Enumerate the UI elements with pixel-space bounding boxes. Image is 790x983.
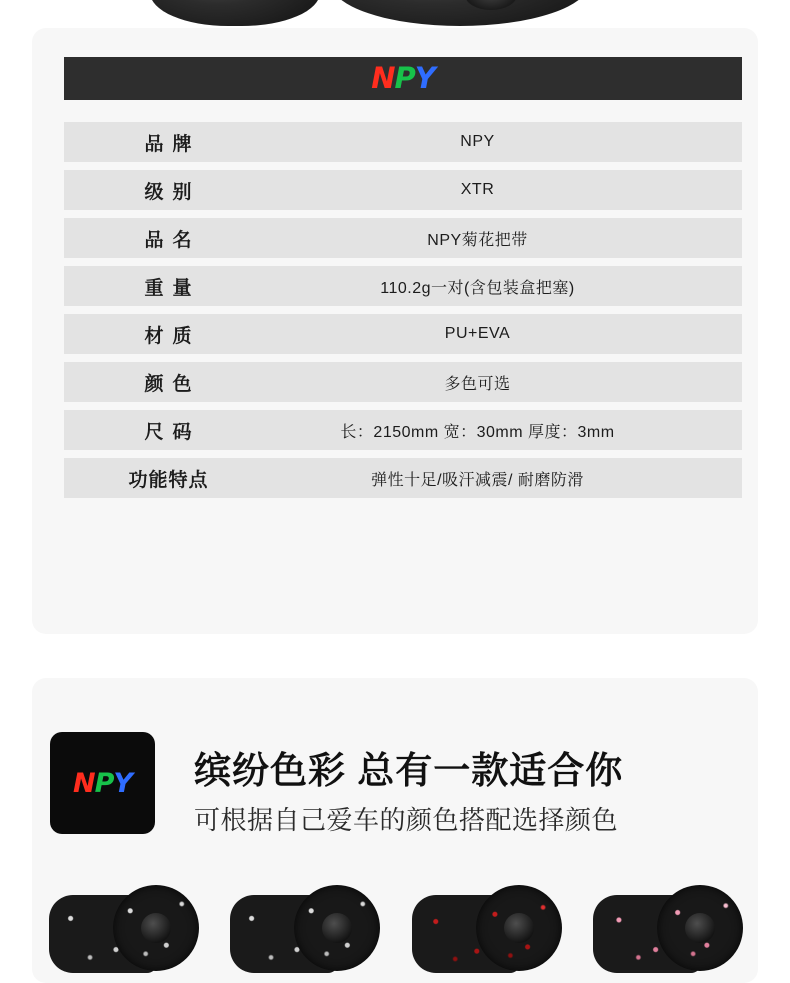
colors-subtitle: 可根据自己爱车的颜色搭配选择颜色 [194,805,619,835]
npy-logo [371,61,435,95]
spec-value: XTR [272,170,742,210]
logo-letter-p: P [394,61,415,95]
color-swatch-row [32,883,758,983]
table-row [64,458,742,498]
spec-value: NPY菊花把带 [272,218,742,258]
spec-value: 110.2g一对(含包装盒把塞) [272,266,742,306]
spec-value: 弹性十足/吸汗减震/ 耐磨防滑 [272,458,742,498]
spec-value: NPY [272,122,742,162]
color-swatch-item[interactable] [43,883,203,983]
spec-card-header [64,57,742,100]
colors-title: 缤纷色彩 总有一款适合你 [194,750,624,791]
spec-value: PU+EVA [272,314,742,354]
logo-letter-p: P [94,767,114,799]
tape-roll-image [113,885,199,971]
spec-table [64,114,742,506]
logo-letter-y: Y [113,767,132,799]
top-product-photo [0,0,790,28]
colors-section [32,678,758,983]
npy-logo-badge [50,732,155,834]
color-swatch-item[interactable] [224,883,384,983]
spec-value: 多色可选 [272,362,742,402]
spec-key: 尺码 [64,410,272,450]
bar-tape-roll-image [150,0,320,26]
spec-key: 功能特点 [64,458,272,498]
tape-roll-image [657,885,743,971]
color-swatch-item[interactable] [406,883,566,983]
npy-logo [73,767,132,799]
logo-letter-y: Y [414,61,435,95]
table-row [64,410,742,450]
specification-card [32,28,758,634]
spec-key: 级别 [64,170,272,210]
table-row [64,122,742,162]
tape-roll-image [476,885,562,971]
color-swatch-item[interactable] [587,883,747,983]
table-row [64,218,742,258]
spec-key: 材质 [64,314,272,354]
table-row [64,266,742,306]
logo-letter-n: N [371,61,395,95]
spec-key: 颜色 [64,362,272,402]
spec-key: 品牌 [64,122,272,162]
table-row [64,170,742,210]
spec-value: 长：2150mm 宽：30mm 厚度：3mm [272,410,742,450]
table-row [64,362,742,402]
table-row [64,314,742,354]
spec-key: 重量 [64,266,272,306]
bar-tape-roll-image [330,0,590,26]
spec-key: 品名 [64,218,272,258]
logo-letter-n: N [73,767,95,799]
tape-roll-image [294,885,380,971]
